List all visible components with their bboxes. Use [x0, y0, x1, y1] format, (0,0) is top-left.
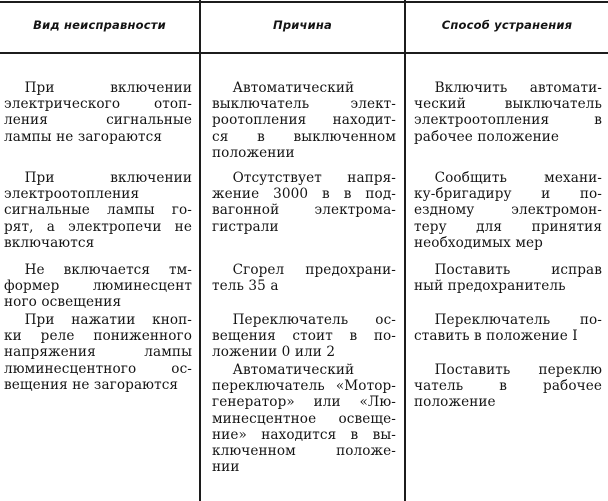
cell-line: вещения не загораются: [4, 376, 179, 393]
cell-line: тель 35 а: [212, 278, 279, 295]
cell-line: ческий выключатель: [414, 96, 602, 113]
cell-line: Сгорел предохрани-: [212, 262, 396, 278]
cell-line: Поставить переклю: [414, 362, 602, 378]
cell-line: ся в выключенном: [212, 128, 396, 145]
cell-line: вагонной электрома-: [212, 202, 396, 219]
cell-line: чатель в рабочее: [414, 378, 602, 395]
cell-line: Сообщить механи-: [414, 170, 602, 186]
cell-line: напряжения лампы: [4, 344, 192, 361]
cell-line: формер люминесцент: [4, 278, 192, 295]
cell-line: теру для принятия: [414, 218, 602, 235]
cell-line: минесцентное освеще-: [212, 410, 396, 427]
cell-line: роотопления находит-: [212, 112, 396, 129]
header-remedy: Способ устранения: [441, 18, 573, 32]
cell-line: ложении 0 или 2: [212, 344, 336, 361]
column-divider-2: [404, 0, 406, 501]
remedy-cell: [414, 312, 602, 344]
cause-cell: [212, 362, 396, 475]
cell-line: ного освещения: [4, 294, 122, 311]
cell-line: включаются: [4, 234, 95, 251]
cell-line: нии: [212, 459, 240, 476]
cell-line: ления сигнальные: [4, 112, 192, 129]
header-bottom-rule: [0, 52, 608, 54]
cause-cell: [212, 170, 396, 235]
fault-cell: [4, 80, 192, 145]
cell-line: лампы не загораются: [4, 128, 163, 145]
cell-line: При нажатии кноп-: [4, 312, 192, 328]
remedy-cell: [414, 170, 602, 251]
remedy-cell: [414, 80, 602, 145]
cell-line: положение: [414, 394, 496, 411]
header-fault-type: Вид неисправности: [33, 18, 166, 32]
cell-line: гистрали: [212, 218, 279, 235]
cell-line: сигнальные лампы го-: [4, 202, 192, 219]
cell-line: Автоматический: [212, 80, 355, 96]
cell-line: ставить в положение I: [414, 328, 578, 345]
cause-cell: [212, 312, 396, 361]
cell-line: ку-бригадиру и по-: [414, 186, 602, 203]
cell-line: При включении: [4, 170, 192, 186]
cell-line: рят, а электропечи не: [4, 218, 192, 235]
cell-line: ездному электромон-: [414, 202, 602, 219]
cell-line: электроотопления: [4, 186, 140, 203]
cell-line: ние» находится в вы-: [212, 426, 396, 443]
cell-line: ки реле пониженного: [4, 328, 192, 345]
column-divider-1: [199, 0, 201, 501]
remedy-cell: [414, 362, 602, 411]
cell-line: Поставить исправ: [414, 262, 602, 278]
cell-line: генератор» или «Лю-: [212, 394, 396, 411]
fault-cell: [4, 170, 192, 251]
fault-cell: [4, 312, 192, 393]
cell-line: ный предохранитель: [414, 278, 566, 295]
cell-line: электрического отоп-: [4, 96, 192, 113]
fault-cell: [4, 262, 192, 311]
cell-line: положении: [212, 144, 295, 161]
table-top-rule: [0, 1, 608, 3]
cell-line: выключатель элект-: [212, 96, 396, 113]
cell-line: ключенном положе-: [212, 443, 396, 460]
cell-line: необходимых мер: [414, 234, 543, 251]
cell-line: При включении: [4, 80, 192, 96]
cell-line: люминесцентного ос-: [4, 360, 192, 377]
cell-line: Переключатель ос-: [212, 312, 396, 328]
cell-line: Включить автомати-: [414, 80, 602, 96]
remedy-cell: [414, 262, 602, 294]
cell-line: Не включается тм-: [4, 262, 192, 278]
cell-line: Отсутствует напря-: [212, 170, 396, 186]
cell-line: вещения стоит в по-: [212, 328, 396, 345]
cell-line: Автоматический: [212, 362, 355, 378]
cause-cell: [212, 262, 396, 294]
cell-line: электроотопления в: [414, 112, 602, 129]
cell-line: рабочее положение: [414, 128, 560, 145]
cell-line: жение 3000 в в под-: [212, 186, 396, 203]
cause-cell: [212, 80, 396, 161]
cell-line: переключатель «Мотор-: [212, 378, 396, 395]
header-cause: Причина: [273, 18, 332, 32]
cell-line: Переключатель по-: [414, 312, 602, 328]
